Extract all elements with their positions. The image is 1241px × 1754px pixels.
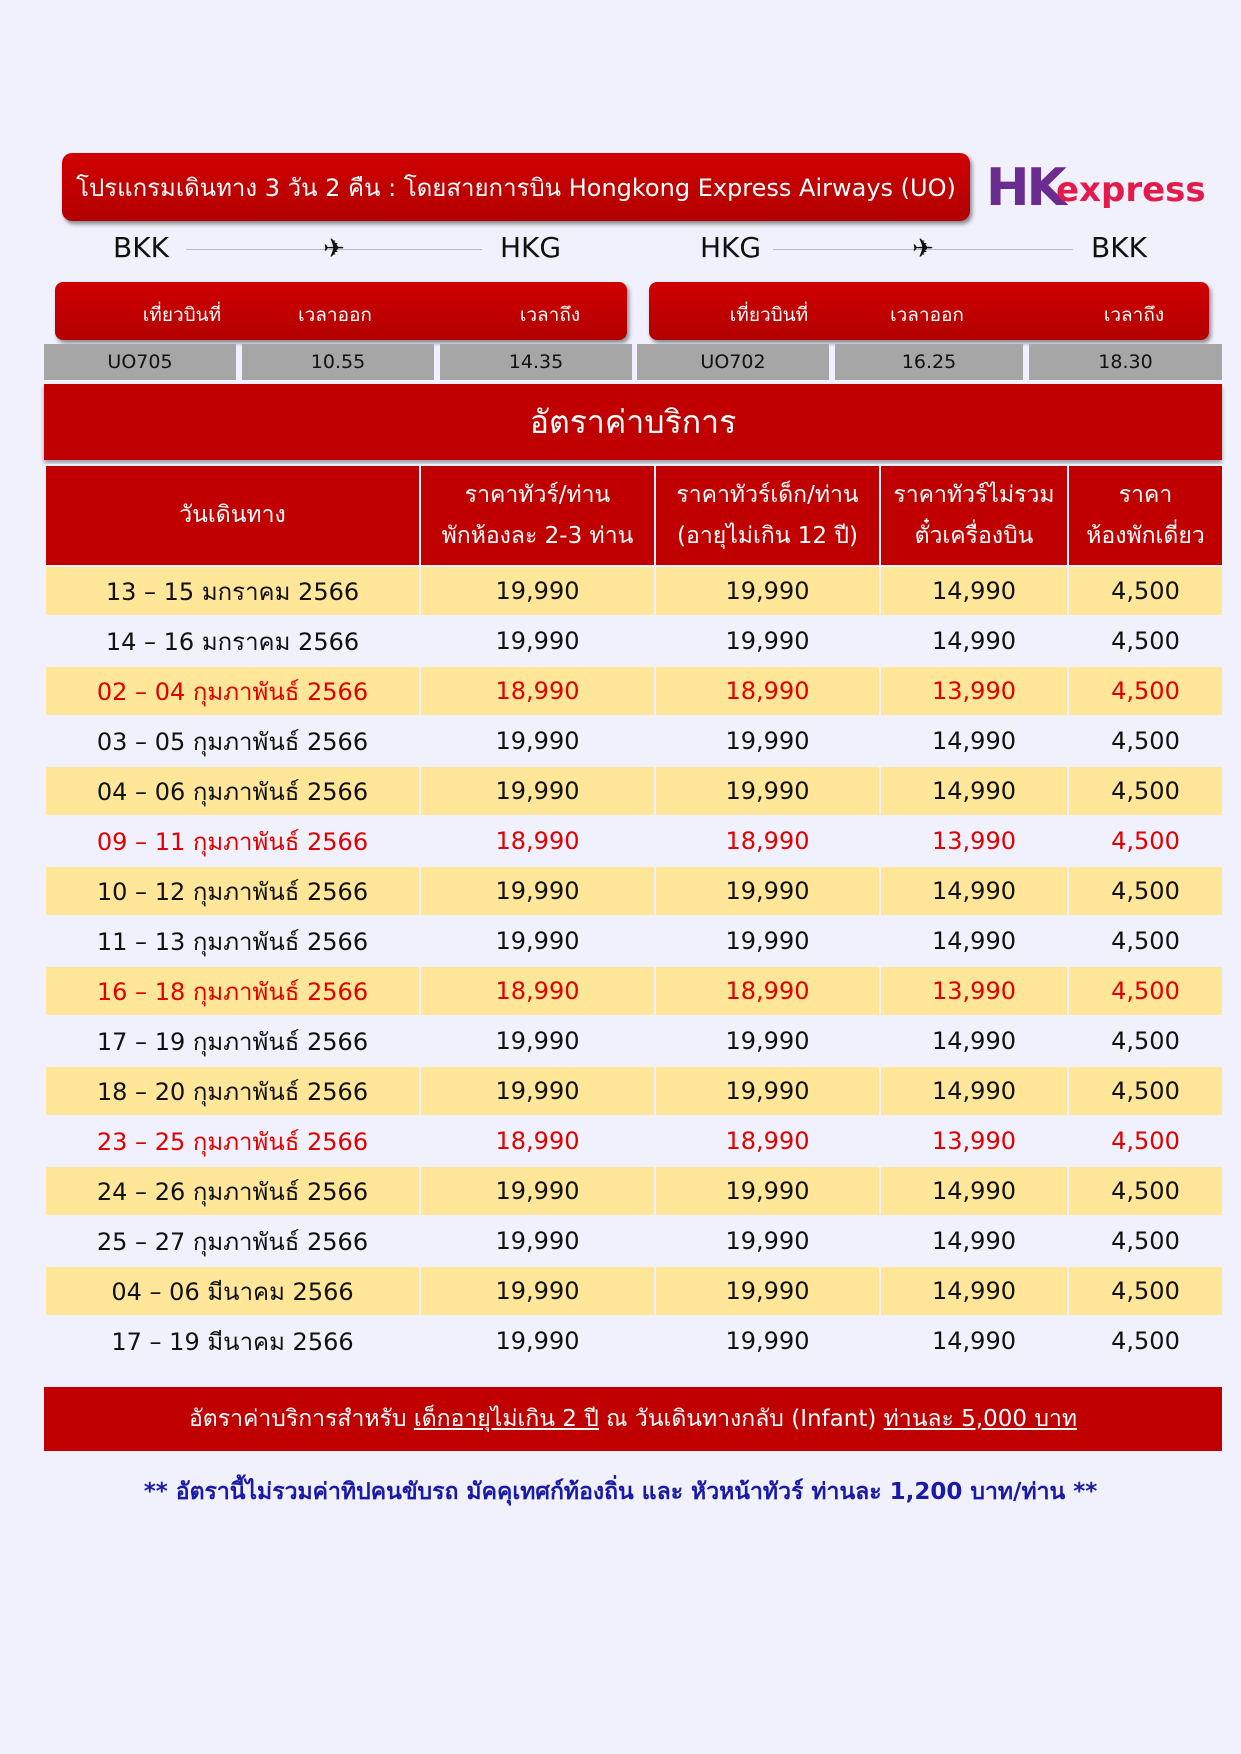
cell-date: 17 – 19 มีนาคม 2566 <box>45 1316 420 1366</box>
table-row <box>45 1266 1223 1316</box>
cell-noticket: 13,990 <box>880 816 1068 866</box>
cell-single: 4,500 <box>1068 1066 1223 1116</box>
cell-adult: 19,990 <box>420 616 655 666</box>
cell-date: 25 – 27 กุมภาพันธ์ 2566 <box>45 1216 420 1266</box>
logo-word: express <box>1056 170 1206 210</box>
outbound-arrival-time: 14.35 <box>440 344 632 380</box>
cell-noticket: 14,990 <box>880 1316 1068 1366</box>
cell-adult: 19,990 <box>420 1166 655 1216</box>
cell-date: 04 – 06 มีนาคม 2566 <box>45 1266 420 1316</box>
cell-date: 23 – 25 กุมภาพันธ์ 2566 <box>45 1116 420 1166</box>
outbound-flight-number: UO705 <box>44 344 236 380</box>
outbound-flight-header <box>55 282 627 340</box>
tip-note: ** อัตรานี้ไม่รวมค่าทิปคนขับรถ มัคคุเทศก์ท้องถิ่น และ หัวหน้าทัวร์ ท่านละ 1,200 บาท/ท่าน ** <box>143 1479 1098 1505</box>
cell-adult: 19,990 <box>420 916 655 966</box>
cell-date: 13 – 15 มกราคม 2566 <box>45 566 420 616</box>
cell-noticket: 14,990 <box>880 916 1068 966</box>
departure-time-label: เวลาออก <box>890 304 964 326</box>
inbound-flight-number: UO702 <box>637 344 829 380</box>
cell-noticket: 14,990 <box>880 1166 1068 1216</box>
cell-noticket: 14,990 <box>880 866 1068 916</box>
cell-date: 04 – 06 กุมภาพันธ์ 2566 <box>45 766 420 816</box>
cell-adult: 19,990 <box>420 1316 655 1366</box>
cell-adult: 19,990 <box>420 1066 655 1116</box>
table-row <box>45 966 1223 1016</box>
table-row <box>45 1216 1223 1266</box>
header-travel-date <box>45 465 420 566</box>
header-no-ticket-price <box>880 465 1068 566</box>
table-row <box>45 916 1223 966</box>
program-title: โปรแกรมเดินทาง 3 วัน 2 คืน : โดยสายการบิน Hongkong Express Airways (UO) <box>62 153 970 221</box>
table-row <box>45 1166 1223 1216</box>
cell-child: 19,990 <box>655 716 880 766</box>
cell-child: 19,990 <box>655 566 880 616</box>
header-line: ราคาทัวร์เด็ก/ท่าน <box>676 482 859 509</box>
cell-noticket: 14,990 <box>880 566 1068 616</box>
cell-adult: 19,990 <box>420 1266 655 1316</box>
table-row <box>45 766 1223 816</box>
cell-child: 19,990 <box>655 1266 880 1316</box>
header-line: พักห้องละ 2-3 ท่าน <box>441 522 634 549</box>
airplane-icon: ✈ <box>912 234 934 264</box>
arrival-time-label: เวลาถึง <box>1103 304 1165 326</box>
cell-single: 4,500 <box>1068 1216 1223 1266</box>
cell-single: 4,500 <box>1068 1266 1223 1316</box>
cell-single: 4,500 <box>1068 1316 1223 1366</box>
table-row <box>45 716 1223 766</box>
cell-noticket: 13,990 <box>880 966 1068 1016</box>
infant-middle: ณ วันเดินทางกลับ (Infant) <box>598 1406 884 1432</box>
cell-single: 4,500 <box>1068 566 1223 616</box>
outbound-destination: HKG <box>500 231 562 264</box>
table-row <box>45 816 1223 866</box>
cell-child: 19,990 <box>655 1216 880 1266</box>
cell-date: 17 – 19 กุมภาพันธ์ 2566 <box>45 1016 420 1066</box>
infant-rate-banner <box>44 1387 1222 1451</box>
cell-child: 19,990 <box>655 1016 880 1066</box>
cell-single: 4,500 <box>1068 666 1223 716</box>
cell-date: 11 – 13 กุมภาพันธ์ 2566 <box>45 916 420 966</box>
cell-noticket: 14,990 <box>880 1216 1068 1266</box>
table-row <box>45 866 1223 916</box>
header-line: ราคาทัวร์ไม่รวม <box>893 482 1055 509</box>
table-row <box>45 616 1223 666</box>
cell-adult: 18,990 <box>420 966 655 1016</box>
cell-single: 4,500 <box>1068 716 1223 766</box>
cell-date: 24 – 26 กุมภาพันธ์ 2566 <box>45 1166 420 1216</box>
header-single-room <box>1068 465 1223 566</box>
rates-header-row <box>45 465 1223 566</box>
infant-prefix: อัตราค่าบริการสำหรับ <box>188 1406 414 1432</box>
table-row <box>45 1066 1223 1116</box>
flight-number-label: เที่ยวบินที่ <box>142 304 222 326</box>
cell-child: 19,990 <box>655 616 880 666</box>
header-child-price <box>655 465 880 566</box>
cell-single: 4,500 <box>1068 1116 1223 1166</box>
cell-single: 4,500 <box>1068 966 1223 1016</box>
inbound-origin: HKG <box>700 231 762 264</box>
header-line: ราคา <box>1118 482 1173 509</box>
cell-child: 19,990 <box>655 916 880 966</box>
table-row <box>45 666 1223 716</box>
header-adult-price <box>420 465 655 566</box>
cell-single: 4,500 <box>1068 916 1223 966</box>
header-line: (อายุไม่เกิน 12 ปี) <box>677 522 858 549</box>
cell-child: 18,990 <box>655 666 880 716</box>
cell-child: 19,990 <box>655 866 880 916</box>
cell-adult: 18,990 <box>420 816 655 866</box>
cell-single: 4,500 <box>1068 1166 1223 1216</box>
cell-child: 18,990 <box>655 966 880 1016</box>
outbound-origin: BKK <box>113 231 169 264</box>
cell-noticket: 14,990 <box>880 1066 1068 1116</box>
header-line: ตั๋วเครื่องบิน <box>914 522 1034 549</box>
cell-date: 16 – 18 กุมภาพันธ์ 2566 <box>45 966 420 1016</box>
cell-single: 4,500 <box>1068 766 1223 816</box>
cell-child: 18,990 <box>655 816 880 866</box>
cell-noticket: 13,990 <box>880 666 1068 716</box>
inbound-flight-header <box>649 282 1209 340</box>
inbound-arrival-time: 18.30 <box>1029 344 1222 380</box>
cell-child: 19,990 <box>655 1166 880 1216</box>
departure-time-label: เวลาออก <box>298 304 372 326</box>
cell-adult: 18,990 <box>420 1116 655 1166</box>
flight-number-label: เที่ยวบินที่ <box>729 304 809 326</box>
cell-child: 18,990 <box>655 1116 880 1166</box>
infant-price: ท่านละ 5,000 บาท <box>883 1406 1078 1432</box>
cell-noticket: 14,990 <box>880 1016 1068 1066</box>
cell-adult: 19,990 <box>420 1016 655 1066</box>
header-line: วันเดินทาง <box>179 502 286 529</box>
cell-date: 18 – 20 กุมภาพันธ์ 2566 <box>45 1066 420 1116</box>
cell-single: 4,500 <box>1068 866 1223 916</box>
hk-express-logo <box>986 158 1206 218</box>
header-line: ราคาทัวร์/ท่าน <box>464 482 611 509</box>
cell-noticket: 14,990 <box>880 766 1068 816</box>
logo-mark: HK <box>986 158 1064 218</box>
cell-child: 19,990 <box>655 766 880 816</box>
rates-table <box>44 464 1224 1367</box>
cell-child: 19,990 <box>655 1066 880 1116</box>
cell-date: 02 – 04 กุมภาพันธ์ 2566 <box>45 666 420 716</box>
header-line: ห้องพักเดี่ยว <box>1086 522 1205 549</box>
table-row <box>45 1116 1223 1166</box>
table-row <box>45 1016 1223 1066</box>
cell-single: 4,500 <box>1068 1016 1223 1066</box>
cell-child: 19,990 <box>655 1316 880 1366</box>
cell-adult: 19,990 <box>420 866 655 916</box>
cell-noticket: 14,990 <box>880 716 1068 766</box>
cell-adult: 18,990 <box>420 666 655 716</box>
cell-single: 4,500 <box>1068 616 1223 666</box>
airplane-icon: ✈ <box>323 234 345 264</box>
inbound-departure-time: 16.25 <box>835 344 1023 380</box>
table-row <box>45 1316 1223 1366</box>
arrival-time-label: เวลาถึง <box>519 304 581 326</box>
infant-age: เด็กอายุไม่เกิน 2 ปี <box>413 1406 599 1432</box>
cell-noticket: 14,990 <box>880 616 1068 666</box>
table-row <box>45 566 1223 616</box>
cell-adult: 19,990 <box>420 716 655 766</box>
outbound-departure-time: 10.55 <box>242 344 434 380</box>
cell-noticket: 13,990 <box>880 1116 1068 1166</box>
cell-date: 10 – 12 กุมภาพันธ์ 2566 <box>45 866 420 916</box>
cell-adult: 19,990 <box>420 566 655 616</box>
cell-adult: 19,990 <box>420 766 655 816</box>
cell-date: 09 – 11 กุมภาพันธ์ 2566 <box>45 816 420 866</box>
cell-noticket: 14,990 <box>880 1266 1068 1316</box>
cell-date: 03 – 05 กุมภาพันธ์ 2566 <box>45 716 420 766</box>
cell-date: 14 – 16 มกราคม 2566 <box>45 616 420 666</box>
rates-title: อัตราค่าบริการ <box>44 384 1222 460</box>
cell-single: 4,500 <box>1068 816 1223 866</box>
cell-adult: 19,990 <box>420 1216 655 1266</box>
inbound-destination: BKK <box>1091 231 1147 264</box>
